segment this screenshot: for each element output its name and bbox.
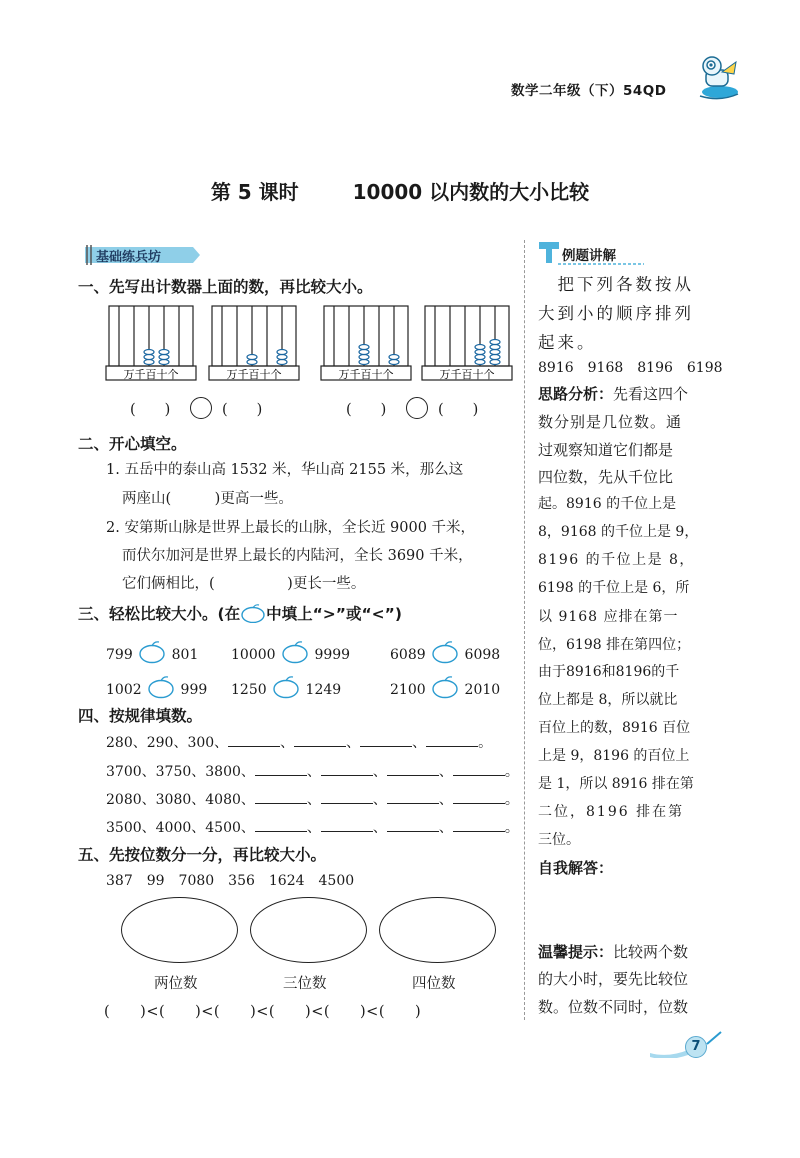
q2-line-2: 而伏尔加河是世界上最长的内陆河，全长 3690 千米， (122, 548, 473, 564)
apple-answer-icon[interactable] (137, 640, 167, 664)
analysis-line-1: 思路分析：先看这四个 (538, 385, 689, 403)
analysis-line-6: 8，9168 的千位上是 9， (538, 524, 699, 540)
compare-pair-4 (106, 675, 207, 699)
fill-blank[interactable] (228, 732, 280, 747)
compare-pair-2 (231, 640, 350, 664)
pair-right: 1249 (305, 682, 342, 698)
pair-right: 2010 (464, 682, 501, 698)
place-labels: 万千百十个 (123, 368, 179, 381)
pair-right: 801 (171, 647, 199, 663)
apple-answer-icon[interactable] (280, 640, 310, 664)
fill-blank[interactable] (387, 817, 439, 832)
fill-blank[interactable] (321, 789, 373, 804)
analysis-line-8: 6198 的千位上是 6，所 (538, 580, 690, 596)
section-3-heading-a: 三、轻松比较大小。(在 (78, 605, 241, 623)
ordering-answer-line[interactable]: ( )<( )<( )<( )<( )<( ) (104, 1004, 422, 1020)
fill-blank[interactable] (453, 817, 505, 832)
analysis-line-15: 是 1，所以 8916 排在第 (538, 776, 694, 792)
compare-pair-6 (390, 675, 500, 699)
two-digit-oval[interactable] (121, 897, 238, 963)
sequence-start: 2080、3080、4080、 (106, 792, 255, 808)
compare-circle-2[interactable] (406, 397, 428, 419)
fill-blank[interactable] (321, 761, 373, 776)
sequence-row-4: 3500、4000、4500、 、 、 、 。 (106, 817, 519, 837)
fill-blank[interactable] (255, 817, 307, 832)
analysis-line-14: 上是 9，8196 的百位上 (538, 748, 690, 764)
book-header: 数学二年级（下）54QD (511, 83, 667, 99)
sequence-row-3: 2080、3080、4080、 、 、 、 。 (106, 789, 519, 809)
heading-underline (538, 262, 646, 266)
pair-left: 10000 (231, 647, 276, 663)
fill-blank[interactable] (321, 817, 373, 832)
analysis-line-7: 8196 的千位上是 8， (538, 552, 695, 568)
analysis-line-11: 由于8916和8196的千 (538, 664, 680, 680)
fill-blank[interactable] (387, 761, 439, 776)
section-4-heading: 四、按规律填数。 (78, 707, 203, 725)
column-divider (524, 240, 525, 1020)
pair-right: 999 (180, 682, 208, 698)
tip-line-2: 的大小时，要先比较位 (538, 970, 689, 988)
three-digit-oval[interactable] (250, 897, 367, 963)
tip-label: 温馨提示： (538, 943, 614, 961)
pair-left: 6089 (390, 647, 426, 663)
group-label-three-digit: 三位数 (283, 976, 327, 992)
self-answer-label: 自我解答： (538, 859, 614, 877)
sequence-start: 3500、4000、4500、 (106, 820, 255, 836)
pair-left: 799 (106, 647, 133, 663)
analysis-line-4: 四位数，先从千位比 (538, 468, 674, 486)
example-text-1: 把下列各数按从 (538, 275, 694, 294)
q2-line-1: 2. 安第斯山脉是世界上最长的山脉，全长近 9000 千米， (106, 520, 476, 536)
q2-line-3: 它们俩相比，( )更长一些。 (122, 576, 366, 592)
answer-blank-2[interactable]: ( ) (222, 402, 263, 418)
t-marker-icon (538, 240, 560, 264)
analysis-label: 思路分析： (538, 385, 614, 403)
lesson-title (0, 176, 800, 205)
lesson-topic: 10000 以内数的大小比较 (352, 180, 590, 204)
example-heading: 例题讲解 (562, 248, 616, 264)
four-digit-oval[interactable] (379, 897, 496, 963)
abacus-1 (105, 303, 197, 383)
pencil-icon (705, 1030, 725, 1046)
analysis-line-10: 位，6198 排在第四位； (538, 637, 691, 653)
compare-pair-3 (390, 640, 500, 664)
analysis-line-13: 百位上的数，8916 百位 (538, 720, 691, 736)
analysis-line-9: 以 9168 应排在第一 (538, 609, 679, 625)
sequence-row-1: 280、290、300、 、 、 、 。 (106, 732, 492, 752)
lesson-number: 第 5 课时 (210, 180, 299, 204)
analysis-line-12: 位上都是 8，所以就比 (538, 692, 678, 708)
example-text-3: 起来。 (538, 333, 597, 352)
fill-blank[interactable] (255, 789, 307, 804)
compare-pair-5 (231, 675, 341, 699)
pair-left: 1002 (106, 682, 142, 698)
abacus-4 (421, 303, 513, 383)
place-labels: 万千百十个 (439, 368, 495, 381)
group-label-two-digit: 两位数 (154, 976, 198, 992)
q1-line-1: 1. 五岳中的泰山高 1532 米，华山高 2155 米，那么这 (106, 462, 464, 478)
answer-blank-4[interactable]: ( ) (438, 402, 479, 418)
apple-answer-icon[interactable] (430, 640, 460, 664)
abacus-3 (320, 303, 412, 383)
page-number: 7 (685, 1036, 707, 1058)
example-numbers: 8916 9168 8196 6198 (538, 360, 723, 376)
fill-blank[interactable] (294, 732, 346, 747)
fill-blank[interactable] (255, 761, 307, 776)
place-labels: 万千百十个 (338, 368, 394, 381)
group-label-four-digit: 四位数 (412, 976, 456, 992)
fill-blank[interactable] (453, 789, 505, 804)
apple-answer-icon[interactable] (146, 675, 176, 699)
q1-line-2: 两座山( )更高一些。 (122, 491, 293, 507)
apple-answer-icon[interactable] (271, 675, 301, 699)
analysis-line-17: 三位。 (538, 832, 580, 848)
answer-blank-1[interactable]: ( ) (130, 402, 171, 418)
sequence-start: 280、290、300、 (106, 735, 229, 751)
section-3-heading-b: 中填上“>”或“<”) (266, 605, 402, 623)
pair-right: 9999 (314, 647, 351, 663)
sequence-start: 3700、3750、3800、 (106, 764, 255, 780)
section-3-heading (78, 602, 402, 624)
numbers-to-sort: 387 99 7080 356 1624 4500 (106, 873, 355, 889)
answer-blank-3[interactable]: ( ) (346, 402, 387, 418)
section-badge: 基础练兵坊 (96, 250, 162, 265)
section-5-heading: 五、先按位数分一分，再比较大小。 (78, 846, 327, 864)
analysis-line-3: 过观察知道它们都是 (538, 441, 674, 459)
apple-icon (240, 603, 266, 623)
apple-answer-icon[interactable] (430, 675, 460, 699)
compare-pair-1 (106, 640, 198, 664)
compare-circle-1[interactable] (190, 397, 212, 419)
analysis-line-5: 起。8916 的千位上是 (538, 496, 677, 512)
pair-right: 6098 (464, 647, 501, 663)
section-1-heading: 一、先写出计数器上面的数，再比较大小。 (78, 278, 373, 296)
tip-line-3: 数。位数不同时，位数 (538, 998, 689, 1016)
fill-blank[interactable] (426, 732, 478, 747)
abacus-2 (208, 303, 300, 383)
self-answer-area[interactable] (538, 880, 718, 932)
sequence-row-2: 3700、3750、3800、 、 、 、 。 (106, 761, 519, 781)
analysis-line-16: 二位，8196 排在第 (538, 804, 685, 820)
analysis-line-2: 数分别是几位数。通 (538, 413, 683, 431)
fill-blank[interactable] (453, 761, 505, 776)
fill-blank[interactable] (360, 732, 412, 747)
section-2-heading: 二、开心填空。 (78, 435, 187, 453)
pair-left: 2100 (390, 682, 426, 698)
example-text-2: 大到小的顺序排列 (538, 304, 694, 323)
pair-left: 1250 (231, 682, 267, 698)
place-labels: 万千百十个 (226, 368, 282, 381)
mascot-icon (692, 52, 740, 102)
tip-line-1: 温馨提示：比较两个数 (538, 943, 689, 961)
page-swoosh-icon (650, 1038, 688, 1058)
fill-blank[interactable] (387, 789, 439, 804)
